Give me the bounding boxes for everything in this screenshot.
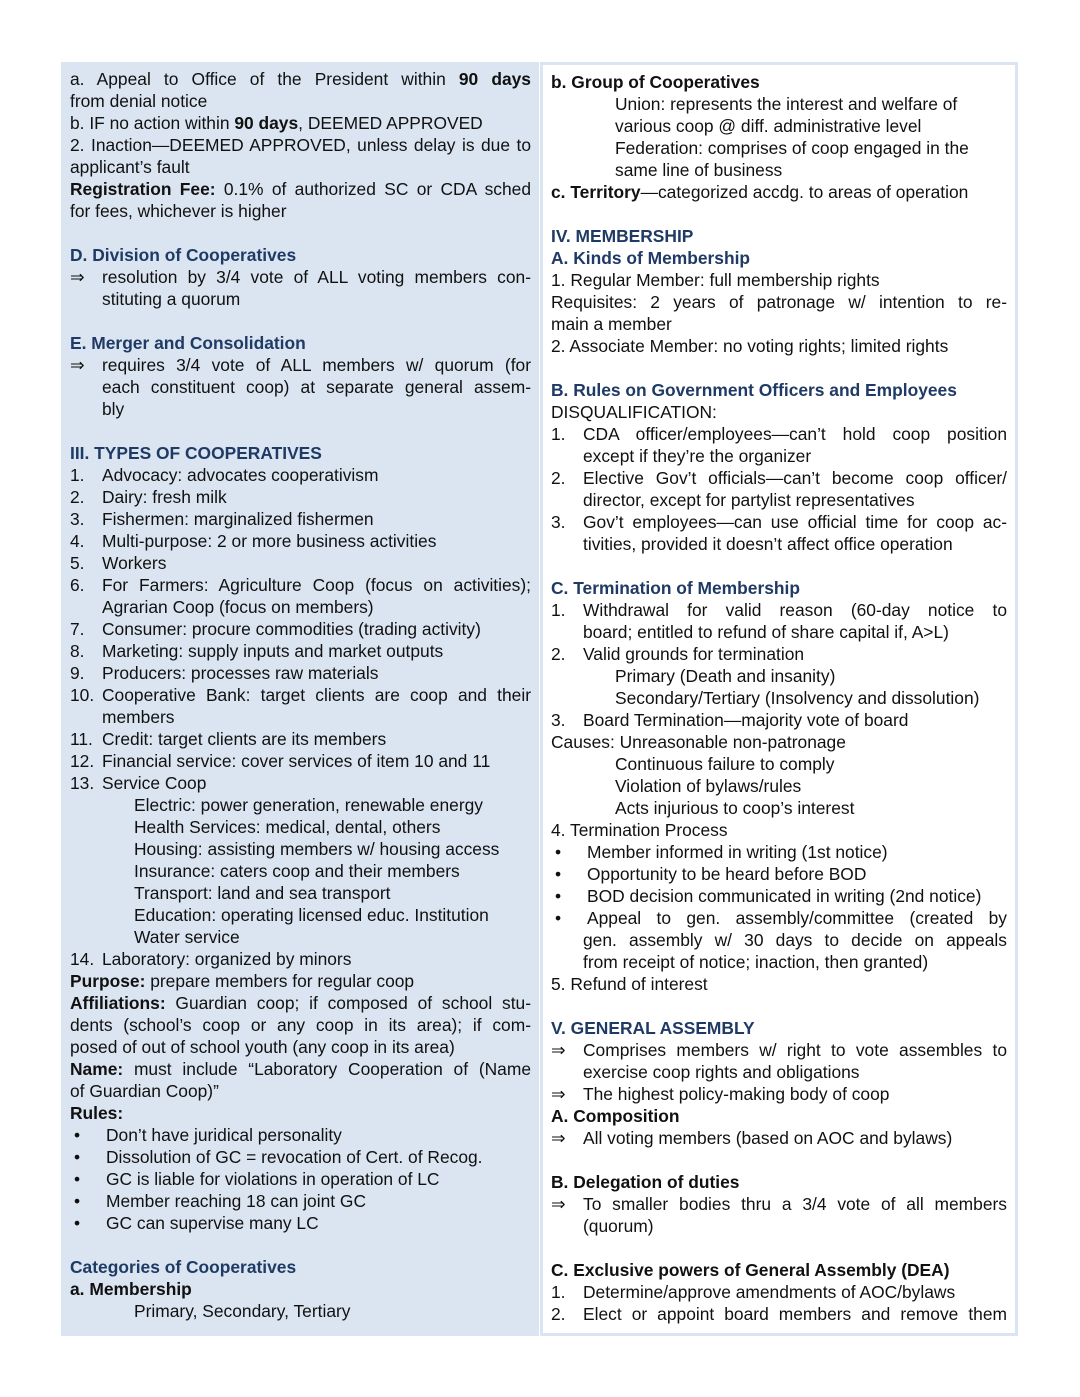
text-line xyxy=(70,1102,531,1124)
list-item-text: Appeal to gen. assembly/committee (created by xyxy=(587,908,1007,928)
list-item xyxy=(70,662,531,684)
list-item xyxy=(70,508,531,530)
reviewer-page xyxy=(61,62,1018,1336)
sub-item: same line of business xyxy=(615,160,783,180)
section-heading: D. Division of Cooperatives xyxy=(70,245,297,265)
list-item-text: Board Termination—majority vote of board xyxy=(583,710,909,730)
arrow-marker: ⇒ xyxy=(551,1194,566,1214)
bold-text: Rules: xyxy=(70,1103,124,1123)
list-item xyxy=(70,552,531,574)
list-item-text: resolution by 3/4 vote of ALL voting members con- xyxy=(102,267,531,287)
list-item xyxy=(551,841,1007,863)
list-number: 5. xyxy=(70,553,85,573)
section-heading: III. TYPES OF COOPERATIVES xyxy=(70,443,322,463)
spacer xyxy=(551,203,1007,225)
text-run: of Guardian Coop)” xyxy=(70,1081,219,1101)
sub-item: Insurance: caters coop and their members xyxy=(134,861,460,881)
sub-item: Water service xyxy=(134,927,240,947)
list-item xyxy=(551,643,1007,665)
text-run: for fees, whichever is higher xyxy=(70,201,287,221)
text-line xyxy=(551,181,1007,203)
list-item-continuation: tivities, provided it doesn’t affect office operation xyxy=(583,534,953,554)
list-item-text: Multi-purpose: 2 or more business activities xyxy=(102,531,437,551)
list-number: 4. xyxy=(70,531,85,551)
sub-item: Housing: assisting members w/ housing access xyxy=(134,839,500,859)
list-item-text: Dissolution of GC = revocation of Cert. of Recog. xyxy=(106,1147,483,1167)
list-item xyxy=(70,354,531,376)
list-item-text: GC is liable for violations in operation of LC xyxy=(106,1169,440,1189)
list-number: 3. xyxy=(551,710,566,730)
list-item-text: CDA officer/employees—can’t hold coop position xyxy=(583,424,1007,444)
bold-text: Name: xyxy=(70,1059,124,1079)
spacer xyxy=(551,555,1007,577)
list-item-text: Dairy: fresh milk xyxy=(102,487,227,507)
sub-item: Acts injurious to coop’s interest xyxy=(615,798,855,818)
list-item-text: Service Coop xyxy=(102,773,207,793)
list-item xyxy=(70,750,531,772)
text-run: , DEEMED APPROVED xyxy=(298,113,483,133)
bold-text: C. Exclusive powers of General Assembly (DEA) xyxy=(551,1260,950,1280)
list-item-text: Opportunity to be heard before BOD xyxy=(587,864,867,884)
text-line xyxy=(70,1014,531,1036)
list-number: 6. xyxy=(70,575,85,595)
list-item-text: Credit: target clients are its members xyxy=(102,729,387,749)
list-item-text: Comprises members w/ right to vote assembles to xyxy=(583,1040,1007,1060)
list-item xyxy=(551,1281,1007,1303)
spacer xyxy=(70,420,531,442)
list-item-text: Producers: processes raw materials xyxy=(102,663,379,683)
list-item xyxy=(551,907,1007,929)
bullet-marker: • xyxy=(74,1125,81,1145)
bold-text: Affiliations: xyxy=(70,993,166,1013)
spacer xyxy=(70,1234,531,1256)
list-item xyxy=(551,467,1007,489)
list-item-text: Elective Gov’t officials—can’t become coop officer/ xyxy=(583,468,1007,488)
list-item-continuation: from receipt of notice; inaction, then granted) xyxy=(583,952,929,972)
spacer xyxy=(551,357,1007,379)
text-run: DISQUALIFICATION: xyxy=(551,402,717,422)
arrow-marker: ⇒ xyxy=(70,267,85,287)
list-number: 3. xyxy=(551,512,566,532)
text-run: from denial notice xyxy=(70,91,208,111)
list-number: 14. xyxy=(70,949,95,969)
sub-item: Union: represents the interest and welfare of xyxy=(615,94,958,114)
arrow-marker: ⇒ xyxy=(70,355,85,375)
list-item-text: requires 3/4 vote of ALL members w/ quorum (for xyxy=(102,355,531,375)
section-heading: Categories of Cooperatives xyxy=(70,1257,297,1277)
section-heading: V. GENERAL ASSEMBLY xyxy=(551,1018,755,1038)
list-item xyxy=(551,1039,1007,1061)
list-item-text: Member reaching 18 can joint GC xyxy=(106,1191,367,1211)
text-line xyxy=(70,134,531,156)
list-item-text: Elect or appoint board members and remove them xyxy=(583,1304,1007,1324)
bullet-marker: • xyxy=(74,1213,81,1233)
left-column xyxy=(61,62,539,1336)
list-number: 3. xyxy=(70,509,85,529)
text-run: Guardian coop; if composed of school stu- xyxy=(165,993,531,1013)
bold-text: A. Composition xyxy=(551,1106,680,1126)
text-line xyxy=(70,178,531,200)
list-item-text: Financial service: cover services of item 10 and 11 xyxy=(102,751,491,771)
list-item-text: Gov’t employees—can use official time for coop ac- xyxy=(583,512,1007,532)
list-item-text: Consumer: procure commodities (trading activity) xyxy=(102,619,481,639)
list-item xyxy=(70,1190,531,1212)
list-item xyxy=(551,1193,1007,1215)
list-item-continuation: Agrarian Coop (focus on members) xyxy=(102,597,374,617)
list-number: 10. xyxy=(70,685,95,705)
list-item-text: Laboratory: organized by minors xyxy=(102,949,352,969)
list-item-continuation: board; entitled to refund of share capital if, A>L) xyxy=(583,622,949,642)
bullet-marker: • xyxy=(555,842,562,862)
text-run: a. Appeal to Office of the President within xyxy=(70,69,459,89)
bullet-marker: • xyxy=(555,886,562,906)
list-number: 2. xyxy=(551,1304,566,1324)
text-line xyxy=(551,731,1007,753)
spacer xyxy=(551,1149,1007,1171)
text-line xyxy=(551,335,1007,357)
list-item-continuation: except if they’re the organizer xyxy=(583,446,812,466)
bold-text: Registration Fee: xyxy=(70,179,216,199)
text-line xyxy=(70,156,531,178)
sub-item: Electric: power generation, renewable energy xyxy=(134,795,483,815)
list-item xyxy=(70,684,531,706)
list-item-continuation: gen. assembly w/ 30 days to decide on appeals xyxy=(583,930,1007,950)
bold-text: 90 days xyxy=(458,69,531,89)
text-line xyxy=(70,1278,531,1300)
list-item-text: Workers xyxy=(102,553,167,573)
text-line xyxy=(551,819,1007,841)
list-item-text: All voting members (based on AOC and bylaws) xyxy=(583,1128,953,1148)
section-heading: C. Termination of Membership xyxy=(551,578,800,598)
sub-item: Primary (Death and insanity) xyxy=(615,666,836,686)
list-item xyxy=(551,1083,1007,1105)
list-item xyxy=(70,640,531,662)
text-line xyxy=(70,1036,531,1058)
text-run: b. IF no action within xyxy=(70,113,235,133)
text-run: posed of out of school youth (any coop in its area) xyxy=(70,1037,455,1057)
spacer xyxy=(551,1237,1007,1259)
section-heading: B. Rules on Government Officers and Employees xyxy=(551,380,957,400)
list-item xyxy=(70,1168,531,1190)
sub-item: Violation of bylaws/rules xyxy=(615,776,802,796)
list-item xyxy=(70,948,531,970)
text-line xyxy=(551,313,1007,335)
text-run: main a member xyxy=(551,314,672,334)
list-item-continuation: stituting a quorum xyxy=(102,289,241,309)
text-run: —categorized accdg. to areas of operation xyxy=(640,182,969,202)
list-number: 1. xyxy=(551,424,566,444)
list-number: 13. xyxy=(70,773,95,793)
list-item xyxy=(70,618,531,640)
list-number: 2. xyxy=(70,487,85,507)
list-item-text: Withdrawal for valid reason (60-day notice to xyxy=(583,600,1007,620)
text-line xyxy=(551,269,1007,291)
list-item xyxy=(70,486,531,508)
bold-text: c. Territory xyxy=(551,182,641,202)
list-item xyxy=(70,574,531,596)
bullet-marker: • xyxy=(74,1191,81,1211)
list-item-text: Fishermen: marginalized fishermen xyxy=(102,509,374,529)
arrow-marker: ⇒ xyxy=(551,1128,566,1148)
list-number: 8. xyxy=(70,641,85,661)
list-item xyxy=(70,530,531,552)
text-line xyxy=(70,112,531,134)
list-item-text: Valid grounds for termination xyxy=(583,644,805,664)
bold-text: a. Membership xyxy=(70,1279,192,1299)
text-run: 1. Regular Member: full membership rights xyxy=(551,270,880,290)
text-run: 4. Termination Process xyxy=(551,820,728,840)
section-heading: E. Merger and Consolidation xyxy=(70,333,306,353)
text-line xyxy=(551,973,1007,995)
list-item xyxy=(551,1127,1007,1149)
list-item xyxy=(70,464,531,486)
bold-text: b. Group of Cooperatives xyxy=(551,72,760,92)
list-number: 1. xyxy=(551,1282,566,1302)
spacer xyxy=(70,310,531,332)
text-run: 0.1% of authorized SC or CDA sched xyxy=(215,179,531,199)
bullet-marker: • xyxy=(555,908,562,928)
bullet-marker: • xyxy=(74,1147,81,1167)
text-line xyxy=(551,291,1007,313)
text-run: 2. Inaction—DEEMED APPROVED, unless delay is due to xyxy=(70,135,531,155)
list-number: 1. xyxy=(551,600,566,620)
text-line xyxy=(551,71,1007,93)
list-item xyxy=(70,266,531,288)
bold-text: B. Delegation of duties xyxy=(551,1172,740,1192)
list-item-continuation: exercise coop rights and obligations xyxy=(583,1062,860,1082)
list-item-text: Don’t have juridical personality xyxy=(106,1125,342,1145)
list-item xyxy=(70,1124,531,1146)
text-run: Causes: Unreasonable non-patronage xyxy=(551,732,846,752)
list-item-text: To smaller bodies thru a 3/4 vote of all members xyxy=(583,1194,1007,1214)
list-item-continuation: bly xyxy=(102,399,125,419)
list-item-text: Member informed in writing (1st notice) xyxy=(587,842,888,862)
arrow-marker: ⇒ xyxy=(551,1084,566,1104)
list-item xyxy=(551,599,1007,621)
text-run: prepare members for regular coop xyxy=(145,971,415,991)
list-item-text: For Farmers: Agriculture Coop (focus on activities); xyxy=(102,575,531,595)
list-item xyxy=(70,772,531,794)
list-item xyxy=(551,1303,1007,1325)
list-number: 12. xyxy=(70,751,95,771)
text-run: Requisites: 2 years of patronage w/ intention to re- xyxy=(551,292,1007,312)
list-number: 11. xyxy=(70,729,93,749)
text-line xyxy=(70,970,531,992)
list-item xyxy=(551,511,1007,533)
list-item xyxy=(551,885,1007,907)
list-item-text: BOD decision communicated in writing (2nd notice) xyxy=(587,886,982,906)
list-item-text: Determine/approve amendments of AOC/bylaws xyxy=(583,1282,956,1302)
sub-item: Transport: land and sea transport xyxy=(134,883,391,903)
list-item-continuation: members xyxy=(102,707,175,727)
list-item-continuation: each constituent coop) at separate general assem- xyxy=(102,377,531,397)
list-item-text: Advocacy: advocates cooperativism xyxy=(102,465,379,485)
bullet-marker: • xyxy=(74,1169,81,1189)
section-heading: IV. MEMBERSHIP xyxy=(551,226,694,246)
text-run: applicant’s fault xyxy=(70,157,190,177)
list-item xyxy=(70,1146,531,1168)
list-item xyxy=(551,863,1007,885)
sub-item: Secondary/Tertiary (Insolvency and dissolution) xyxy=(615,688,980,708)
sub-item: Primary, Secondary, Tertiary xyxy=(134,1301,351,1321)
sub-item: Education: operating licensed educ. Institution xyxy=(134,905,489,925)
sub-item: Federation: comprises of coop engaged in the xyxy=(615,138,969,158)
list-item-text: Marketing: supply inputs and market outputs xyxy=(102,641,444,661)
arrow-marker: ⇒ xyxy=(551,1040,566,1060)
spacer xyxy=(70,222,531,244)
text-line xyxy=(70,1058,531,1080)
section-heading: A. Kinds of Membership xyxy=(551,248,751,268)
sub-item: Continuous failure to comply xyxy=(615,754,835,774)
list-number: 9. xyxy=(70,663,85,683)
sub-item: Health Services: medical, dental, others xyxy=(134,817,441,837)
list-item-continuation: (quorum) xyxy=(583,1216,654,1236)
list-item-text: The highest policy-making body of coop xyxy=(583,1084,890,1104)
text-line xyxy=(551,1105,1007,1127)
text-line xyxy=(70,1080,531,1102)
list-item-text: Cooperative Bank: target clients are coop and their xyxy=(102,685,531,705)
list-item xyxy=(551,423,1007,445)
list-number: 2. xyxy=(551,468,566,488)
text-line xyxy=(70,68,531,90)
text-run: must include “Laboratory Cooperation of (Name xyxy=(123,1059,531,1079)
text-line xyxy=(70,992,531,1014)
text-run: dents (school’s coop or any coop in its area); if com- xyxy=(70,1015,531,1035)
text-line xyxy=(70,200,531,222)
bold-text: Purpose: xyxy=(70,971,146,991)
text-line xyxy=(551,1171,1007,1193)
list-number: 1. xyxy=(70,465,85,485)
right-column xyxy=(540,62,1018,1336)
text-line xyxy=(70,90,531,112)
list-number: 7. xyxy=(70,619,85,639)
sub-item: various coop @ diff. administrative level xyxy=(615,116,922,136)
spacer xyxy=(551,995,1007,1017)
list-item xyxy=(551,709,1007,731)
list-number: 2. xyxy=(551,644,566,664)
list-item xyxy=(70,1212,531,1234)
text-line xyxy=(551,401,1007,423)
list-item-text: GC can supervise many LC xyxy=(106,1213,319,1233)
text-line xyxy=(551,1259,1007,1281)
list-item-continuation: director, except for partylist representatives xyxy=(583,490,915,510)
text-run: 2. Associate Member: no voting rights; limited rights xyxy=(551,336,949,356)
bullet-marker: • xyxy=(555,864,562,884)
bold-text: 90 days xyxy=(234,113,299,133)
text-run: 5. Refund of interest xyxy=(551,974,708,994)
list-item xyxy=(70,728,531,750)
